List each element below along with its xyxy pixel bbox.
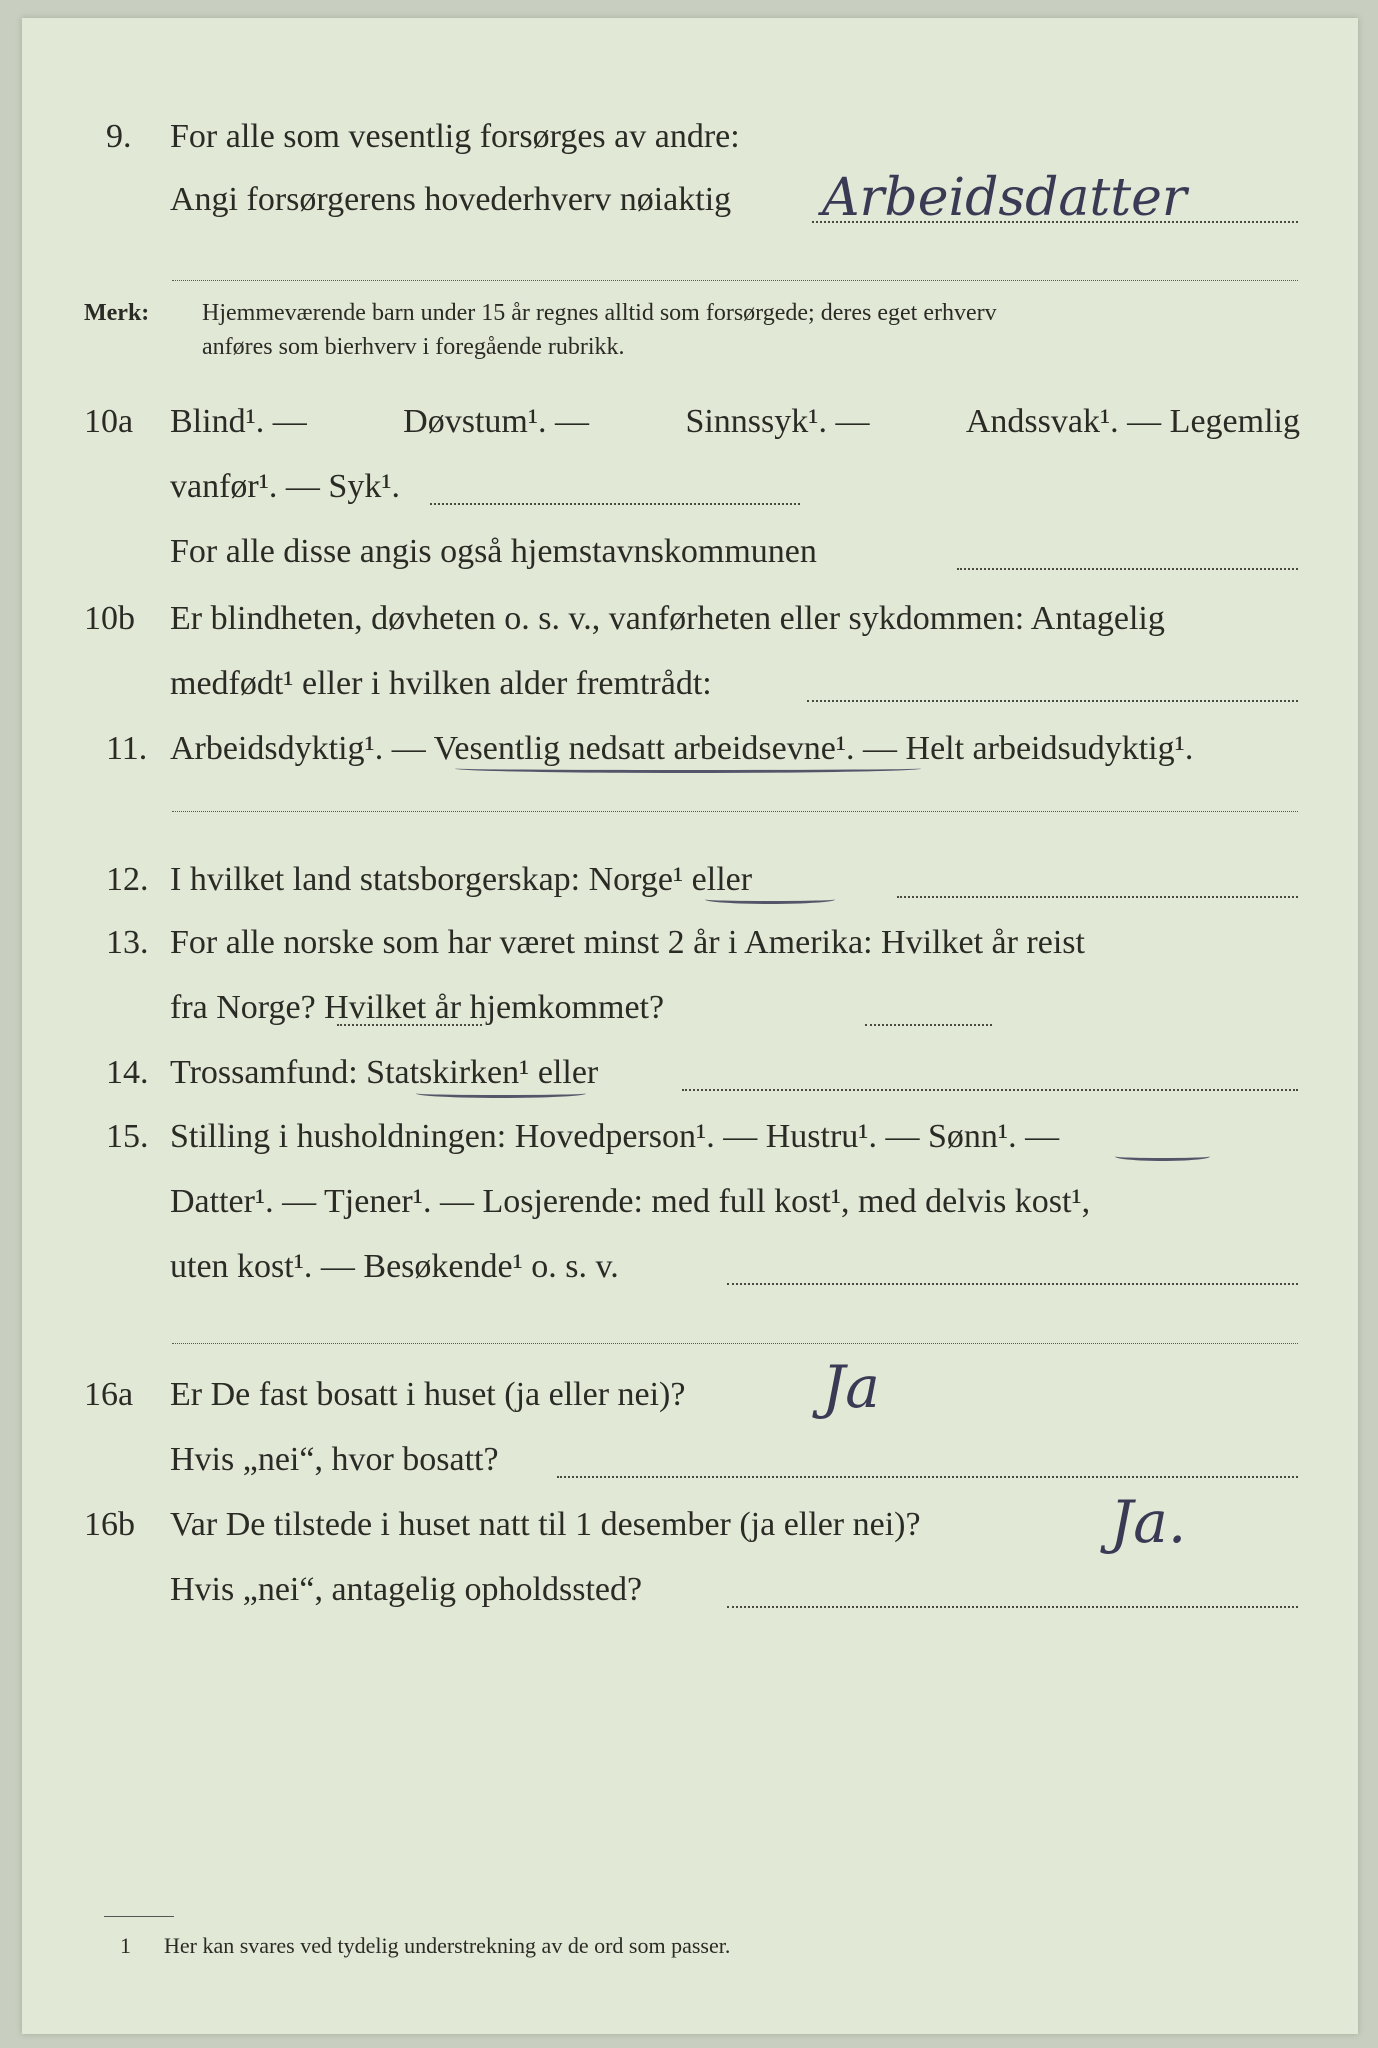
question-text: Er De fast bosatt i huset (ja eller nei)? [170,1376,686,1413]
answer-line [337,1024,482,1026]
footnote-text: Her kan svares ved tydelig understrekning av de ord som passer. [164,1933,731,1958]
answer-line [865,1024,992,1026]
footnote-marker: 1 [120,1933,131,1958]
answer-line [807,700,1298,702]
question-text: For alle som vesentlig forsørges av andre: [170,118,740,155]
question-15-line2 [22,1183,1358,1243]
question-text-line1: Blind¹. — Døvstum¹. — Sinnssyk¹. — Andssvak¹. — Legemlig [170,403,1300,440]
question-10a-line2 [22,468,1358,528]
question-text: Var De tilstede i huset natt til 1 desember (ja eller nei)? [170,1506,921,1543]
question-text: For alle norske som har været minst 2 år i Amerika: Hvilket år reist [170,924,1085,961]
question-text: I hvilket land statsborgerskap: Norge¹ eller [170,861,753,898]
answer-line [727,1606,1298,1608]
question-text: Arbeidsdyktig¹. — Vesentlig nedsatt arbeidsevne¹. — Helt arbeidsudyktig¹. [170,730,1194,767]
question-11 [22,730,1358,790]
question-15 [22,1118,1358,1178]
handwritten-underline [416,1089,586,1098]
answer-line [957,568,1298,570]
answer-line [557,1476,1298,1478]
handwritten-answer-9: Arbeidsdatter [822,168,1187,228]
merk-text-line2: anføres som bierhverv i foregående rubrikk. [202,334,625,360]
census-form-page [22,18,1358,2034]
question-text: Trossamfund: Statskirken¹ eller [170,1054,599,1091]
question-text: Stilling i husholdningen: Hovedperson¹. — Hustru¹. — Sønn¹. — [170,1118,1060,1155]
question-text: fra Norge? Hvilket år hjemkommet? [170,989,665,1026]
answer-line [682,1089,1298,1091]
handwritten-answer-16b: Ja. [1110,1488,1187,1556]
answer-line [430,503,800,505]
question-text: medfødt¹ eller i hvilken alder fremtrådt: [170,665,712,702]
question-text: For alle disse angis også hjemstavnskommunen [170,533,817,570]
question-number: 11. [106,730,148,767]
question-16a [22,1376,1358,1436]
question-number: 16a [84,1376,134,1413]
merk-label: Merk: [84,300,150,326]
footnote-rule [104,1916,174,1917]
question-text: Hvis „nei“, hvor bosatt? [170,1441,499,1478]
section-rule [172,280,1298,281]
question-10a [22,403,1358,463]
question-text: uten kost¹. — Besøkende¹ o. s. v. [170,1248,619,1285]
handwritten-underline [705,895,835,904]
question-number: 9. [106,118,132,155]
question-number: 12. [106,861,149,898]
question-text: vanfør¹. — Syk¹. [170,468,401,505]
question-number: 13. [106,924,149,961]
question-number: 16b [84,1506,135,1543]
question-16b-line2 [22,1571,1358,1631]
question-13 [22,924,1358,984]
question-text: Datter¹. — Tjener¹. — Losjerende: med full kost¹, med delvis kost¹, [170,1183,1091,1220]
question-13-line2 [22,989,1358,1049]
question-number: 10b [84,600,135,637]
merk-text-line1: Hjemmeværende barn under 15 år regnes alltid som forsørgede; deres eget erhverv [202,300,997,326]
question-12 [22,861,1358,921]
question-text: Er blindheten, døvheten o. s. v., vanførheten eller sykdommen: Antagelig [170,600,1165,637]
question-text: Angi forsørgerens hovederhverv nøiaktig [170,181,732,218]
question-10b [22,600,1358,660]
question-10a-line3 [22,533,1358,593]
question-14 [22,1054,1358,1114]
question-15-line3 [22,1248,1358,1308]
question-number: 14. [106,1054,149,1091]
question-number: 10a [84,403,134,440]
handwritten-underline [455,764,921,773]
answer-line [727,1283,1298,1285]
answer-line [897,896,1298,898]
question-10b-line2 [22,665,1358,725]
answer-line [172,811,1298,812]
answer-line [172,1343,1298,1344]
handwritten-underline [1115,1152,1210,1161]
question-number: 15. [106,1118,149,1155]
handwritten-answer-16a: Ja [822,1353,880,1421]
question-text: Hvis „nei“, antagelig opholdssted? [170,1571,643,1608]
